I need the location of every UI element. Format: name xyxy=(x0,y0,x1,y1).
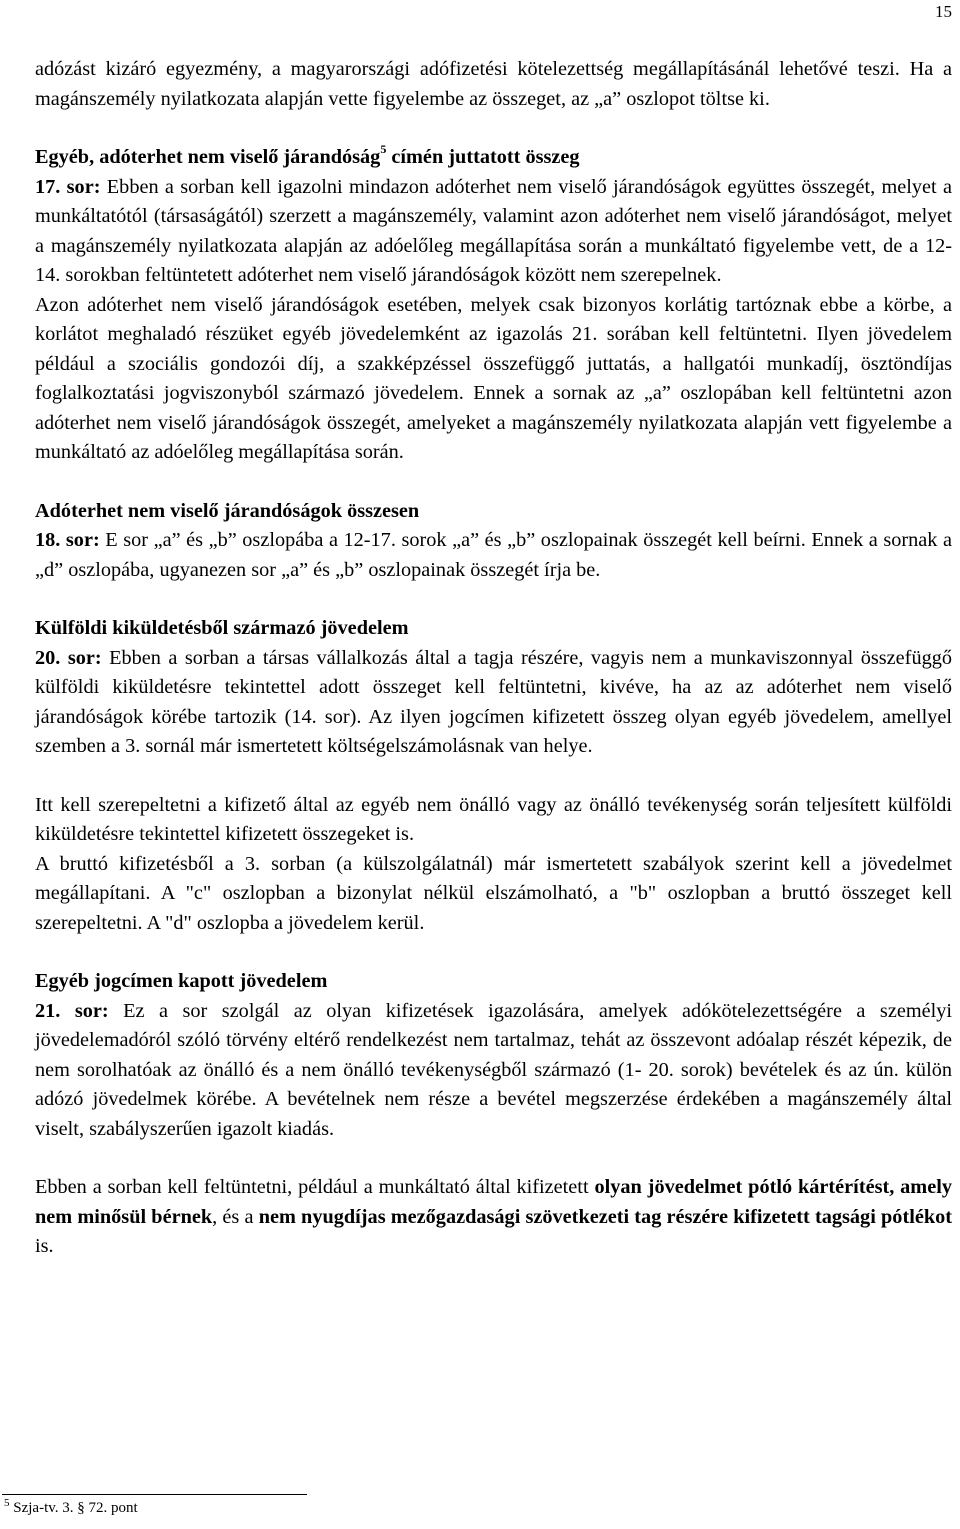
row-20-paragraph xyxy=(35,644,952,762)
bold-run: olyan jövedelmet pótló kártérítést, amely nem minősül bérnek xyxy=(35,1176,952,1228)
heading-text-tail: címén juttatott összeg xyxy=(391,146,580,168)
row-label: 20. sor: xyxy=(35,646,102,669)
footnote-ref: 5 xyxy=(380,142,387,157)
row-label: 18. sor: xyxy=(35,529,100,551)
row-text: Ebben a sorban kell igazolni mindazon adóterhet nem viselő járandóságok együttes összegét, melyet a munkáltatótól (társaságától) szerzett a magánszemély, valamint azon adóterhet nem viselő járandóságot, melyet a magánszemély nyilatkozata alapján az adóelőleg megállapítása során a munkáltató figyelembe vett, de a 12-14. sorokban feltüntetett adóterhet nem viselő járandóságok között nem szerepelnek. xyxy=(35,175,952,286)
row-text: Ebben a sorban a társas vállalkozás által a tagja részére, vagyis nem a munkaviszonnyal összefüggő külföldi kiküldetésre tekintettel adott összeget kell feltüntetni, kivéve, ha az az adóterhet nem viselő járandóságok körébe tartozik (14. sor). Az ilyen jogcímen kifizetett összeg olyan egyéb jövedelem, amellyel szemben a 3. sornál már ismertetett költségelszámolásnak van helye. xyxy=(35,646,953,757)
row-label: 21. sor: xyxy=(35,999,109,1022)
page-number: 15 xyxy=(935,2,952,21)
row-17-paragraph-2: Azon adóterhet nem viselő járandóságok esetében, melyek csak bizonyos korlátig tartóznak ebbe a körbe, a korlátot meghaladó részüket egyéb jövedelemként az igazolás 21. sorában kell feltüntetni. Ilyen jövedelem például a szociális gondozói díj, a szakképzéssel összefüggő juttatás, a hallgatói munkadíj, ösztöndíjas foglalkoztatási jogviszonyból származó jövedelem. Ennek a sornak az „a” oszlopában kell feltüntetni azon adóterhet nem viselő járandóságok összegét, amelyeket a magánszemély nyilatkozata alapján vett figyelembe a munkáltató az adóelőleg megállapítása során. xyxy=(35,293,952,463)
text-run: is. xyxy=(35,1235,54,1257)
heading-text: Egyéb, adóterhet nem viselő járandóság xyxy=(35,146,381,168)
section-heading-kulfoldi: Külföldi kiküldetésből származó jövedelem xyxy=(35,617,409,639)
row-20-paragraph-3: A bruttó kifizetésből a 3. sorban (a külszolgálatnál) már ismertetett szabályok szerint kell a jövedelmet megállapítani. A "c" oszlopban a bizonylat nélkül elszámolható, a "b" oszlopban a bruttó összeget kell szerepeltetni. A "d" oszlopba a jövedelem kerül. xyxy=(35,852,952,934)
row-label: 17. sor: xyxy=(35,175,101,198)
section-heading-egyeb-jogcimen: Egyéb jogcímen kapott jövedelem xyxy=(35,970,328,992)
paragraph-intro: adózást kizáró egyezmény, a magyarországi adófizetési kötelezettség megállapításánál lehetővé teszi. Ha a magánszemély nyilatkozata alapján vette figyelembe az összeget, az „a” oszlopot töltse ki. xyxy=(35,58,952,110)
row-21-paragraph xyxy=(35,997,952,1145)
row-18-paragraph xyxy=(35,526,952,585)
footnote-number: 5 xyxy=(4,1497,10,1509)
row-17-paragraph xyxy=(35,173,952,291)
bold-run: nem nyugdíjas mezőgazdasági szövetkezeti tag részére kifizetett tagsági pótlékot xyxy=(258,1205,953,1228)
row-text: E sor „a” és „b” oszlopába a 12-17. sorok „a” és „b” oszlopainak összegét kell beírni. Ennek a sornak a „d” oszlopába, ugyanezen sor „a” és „b” oszlopainak összegét írja be. xyxy=(35,529,952,581)
row-20-paragraph-2: Itt kell szerepeltetni a kifizető által az egyéb nem önálló vagy az önálló tevékenység során teljesített külföldi kiküldetésre tekintettel kifizetett összegeket is. xyxy=(35,793,952,845)
section-heading-egyeb xyxy=(35,143,952,173)
section-heading-osszesen: Adóterhet nem viselő járandóságok összesen xyxy=(35,499,420,522)
text-run: Ebben a sorban kell feltüntetni, például a munkáltató által kifizetett xyxy=(35,1176,595,1198)
footnote-separator xyxy=(2,1494,307,1495)
footnote-text: Szja-tv. 3. § 72. pont xyxy=(13,1500,138,1516)
text-run: , és a xyxy=(212,1205,259,1228)
document-body xyxy=(35,55,952,1262)
footnote xyxy=(4,1498,138,1518)
row-text: Ez a sor szolgál az olyan kifizetések igazolására, amelyek adókötelezettségére a személyi jövedelemadóról szóló törvény eltérő rendelkezést nem tartalmaz, tehát az összevont adóalap részét képezik, de nem sorolhatóak az önálló és a nem önálló tevékenységből származó (1- 20. sorok) bevételek és az ún. külön adózó jövedelmek körébe. A bevételnek nem része a bevétel megszerzése érdekében a magánszemély által viselt, szabályszerűen igazolt kiadás. xyxy=(35,999,953,1140)
closing-paragraph xyxy=(35,1173,952,1262)
